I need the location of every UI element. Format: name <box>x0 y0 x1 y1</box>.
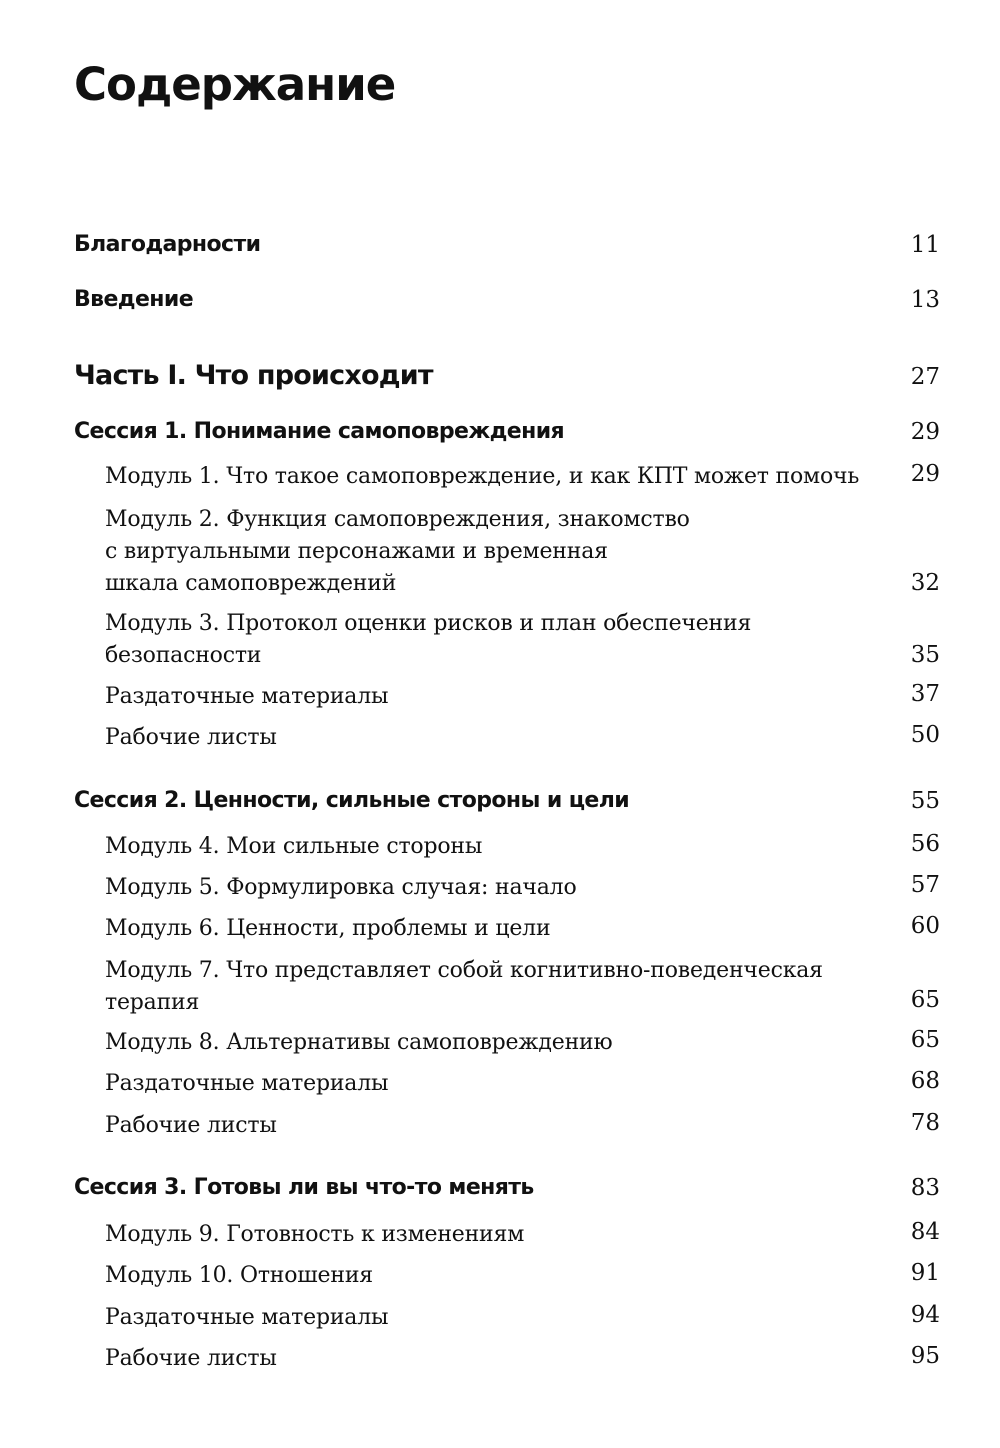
worksheets-label: Рабочие листы <box>105 1346 277 1371</box>
module-label: Модуль 6. Ценности, проблемы и цели <box>105 916 551 941</box>
handouts-label: Раздаточные материалы <box>105 1305 389 1330</box>
worksheets-page: 95 <box>910 1343 940 1369</box>
entry-page: 13 <box>910 287 940 313</box>
worksheets-label: Рабочие листы <box>105 1113 277 1138</box>
worksheets-label: Рабочие листы <box>105 725 277 750</box>
module-page: 57 <box>910 872 940 898</box>
handouts-page: 94 <box>910 1302 940 1328</box>
session-page: 83 <box>910 1175 940 1201</box>
entry-label: Благодарности <box>74 232 261 257</box>
module-page: 84 <box>910 1219 940 1245</box>
module-label-line-1: Модуль 2. Функция самоповреждения, знакомство <box>105 507 690 532</box>
worksheets-page: 78 <box>910 1110 940 1136</box>
session-page: 29 <box>910 419 940 445</box>
module-label: Модуль 10. Отношения <box>105 1263 373 1288</box>
module-label: Модуль 4. Мои сильные стороны <box>105 834 483 859</box>
module-page: 35 <box>910 642 940 668</box>
worksheets-page: 50 <box>910 722 940 748</box>
session-label: Сессия 2. Ценности, сильные стороны и цели <box>74 788 630 813</box>
handouts-label: Раздаточные материалы <box>105 684 389 709</box>
entry-label: Введение <box>74 287 194 312</box>
part-label: Часть I. Что происходит <box>74 360 433 391</box>
handouts-page: 68 <box>910 1068 940 1094</box>
module-label: Модуль 8. Альтернативы самоповреждению <box>105 1030 613 1055</box>
module-label-line-2: терапия <box>105 990 200 1015</box>
session-page: 55 <box>910 788 940 814</box>
module-label-line-2: безопасности <box>105 643 262 668</box>
module-page: 32 <box>910 570 940 596</box>
handouts-label: Раздаточные материалы <box>105 1071 389 1096</box>
handouts-page: 37 <box>910 681 940 707</box>
module-label-line-1: Модуль 3. Протокол оценки рисков и план обеспечения <box>105 611 752 636</box>
page-title: Содержание <box>74 58 396 111</box>
module-page: 60 <box>910 913 940 939</box>
session-label: Сессия 1. Понимание самоповреждения <box>74 419 565 444</box>
module-label-line-3: шкала самоповреждений <box>105 571 397 596</box>
module-page: 91 <box>910 1260 940 1286</box>
module-label: Модуль 5. Формулировка случая: начало <box>105 875 577 900</box>
session-label: Сессия 3. Готовы ли вы что-то менять <box>74 1175 534 1200</box>
module-page: 56 <box>910 831 940 857</box>
module-label: Модуль 9. Готовность к изменениям <box>105 1222 525 1247</box>
module-page: 29 <box>910 461 940 487</box>
entry-page: 11 <box>910 232 940 258</box>
module-label: Модуль 1. Что такое самоповреждение, и как КПТ может помочь <box>105 464 860 489</box>
module-label-line-2: с виртуальными персонажами и временная <box>105 539 608 564</box>
module-page: 65 <box>910 987 940 1013</box>
part-page: 27 <box>910 364 940 390</box>
module-label-line-1: Модуль 7. Что представляет собой когнитивно-поведенческая <box>105 958 823 983</box>
module-page: 65 <box>910 1027 940 1053</box>
